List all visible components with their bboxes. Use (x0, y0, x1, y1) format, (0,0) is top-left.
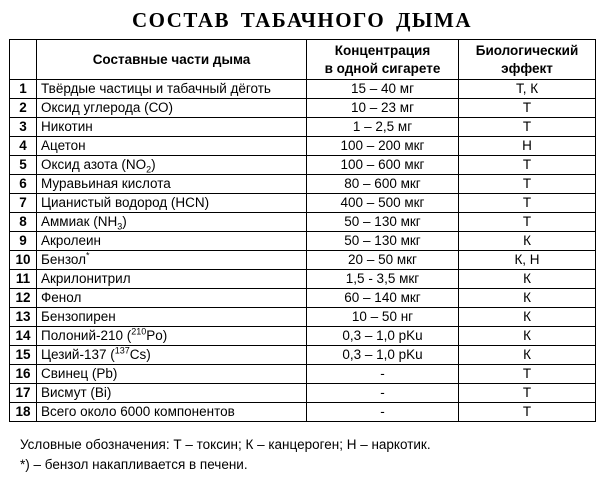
row-number: 11 (10, 270, 37, 289)
component-name (37, 384, 307, 403)
component-name-text: Аммиак (NH (41, 214, 118, 229)
biological-effect-value: Т (459, 175, 596, 194)
concentration-value: 50 – 130 мкг (307, 213, 459, 232)
component-name-text: Никотин (41, 119, 93, 134)
component-name-tail: ) (122, 214, 127, 229)
component-name (37, 365, 307, 384)
row-number: 12 (10, 289, 37, 308)
component-name-text: Оксид углерода (СО) (41, 100, 174, 115)
row-number: 5 (10, 156, 37, 175)
table-row (10, 118, 596, 137)
component-name-text: Полоний-210 ( (41, 328, 132, 343)
component-name-text: Фенол (41, 290, 82, 305)
row-number: 3 (10, 118, 37, 137)
biological-effect-value: К, Н (459, 251, 596, 270)
component-name-text: Оксид азота (NO (41, 157, 147, 172)
component-name-subscript: 3 (117, 221, 123, 232)
row-number: 2 (10, 99, 37, 118)
biological-effect-value: К (459, 289, 596, 308)
component-name (37, 251, 307, 270)
concentration-value: - (307, 403, 459, 422)
table-row (10, 80, 596, 99)
component-name (37, 346, 307, 365)
legend-footnote: *) – бензол накапливается в печени. (20, 457, 248, 472)
biological-effect-value: К (459, 308, 596, 327)
concentration-value: 400 – 500 мкг (307, 194, 459, 213)
table-row (10, 213, 596, 232)
header-concentration (307, 40, 459, 80)
component-name (37, 308, 307, 327)
row-number: 1 (10, 80, 37, 99)
biological-effect-value: Н (459, 137, 596, 156)
row-number: 7 (10, 194, 37, 213)
biological-effect-value: К (459, 346, 596, 365)
header-effect-line2: эффект (501, 60, 553, 76)
component-name-tail: Po) (146, 328, 168, 343)
table-row (10, 365, 596, 384)
page-title: СОСТАВ ТАБАЧНОГО ДЫМА (131, 8, 473, 32)
concentration-value: 80 – 600 мкг (307, 175, 459, 194)
component-name-superscript: 210 (131, 326, 147, 337)
concentration-value: 100 – 600 мкг (307, 156, 459, 175)
biological-effect-value: Т (459, 194, 596, 213)
component-name (37, 175, 307, 194)
header-effect (459, 40, 596, 80)
table-row (10, 156, 596, 175)
row-number: 4 (10, 137, 37, 156)
biological-effect-value: К (459, 327, 596, 346)
component-name (37, 118, 307, 137)
table-row (10, 270, 596, 289)
component-name-text: Всего около 6000 компонентов (41, 404, 235, 419)
legend-abbreviations: Условные обозначения: Т – токсин; К – канцероген; Н – наркотик. (20, 437, 431, 452)
concentration-value: - (307, 384, 459, 403)
component-name (37, 213, 307, 232)
component-name-text: Ацетон (41, 138, 86, 153)
row-number: 15 (10, 346, 37, 365)
component-name (37, 156, 307, 175)
concentration-value: - (307, 365, 459, 384)
concentration-value: 50 – 130 мкг (307, 232, 459, 251)
component-name-text: Цезий-137 ( (41, 347, 115, 362)
biological-effect-value: Т (459, 365, 596, 384)
biological-effect-value: Т (459, 99, 596, 118)
component-name (37, 194, 307, 213)
header-effect-line1: Биологический (475, 42, 579, 58)
header-number (10, 40, 37, 80)
biological-effect-value: Т (459, 156, 596, 175)
component-name-text: Цианистый водород (HCN) (41, 195, 210, 210)
row-number: 16 (10, 365, 37, 384)
concentration-value: 0,3 – 1,0 pKu (307, 346, 459, 365)
row-number: 10 (10, 251, 37, 270)
table-row (10, 137, 596, 156)
component-name-subscript: 2 (146, 164, 152, 175)
concentration-value: 1 – 2,5 мг (307, 118, 459, 137)
concentration-value: 20 – 50 мкг (307, 251, 459, 270)
component-name-text: Бензопирен (41, 309, 116, 324)
component-name-tail: ) (151, 157, 156, 172)
header-component: Составные части дыма (37, 40, 307, 80)
component-name-tail: Cs) (129, 347, 151, 362)
concentration-value: 10 – 50 нг (307, 308, 459, 327)
component-name (37, 289, 307, 308)
component-name-text: Акрилонитрил (41, 271, 131, 286)
table-row (10, 99, 596, 118)
table-row (10, 346, 596, 365)
component-name (37, 327, 307, 346)
component-name-text: Висмут (Bi) (41, 385, 112, 400)
concentration-value: 10 – 23 мг (307, 99, 459, 118)
component-name (37, 80, 307, 99)
component-name-superscript: 137 (114, 345, 130, 356)
biological-effect-value: Т, К (459, 80, 596, 99)
table-row (10, 251, 596, 270)
row-number: 14 (10, 327, 37, 346)
table-header-row (10, 40, 596, 80)
concentration-value: 1,5 - 3,5 мкг (307, 270, 459, 289)
biological-effect-value: К (459, 270, 596, 289)
biological-effect-value: Т (459, 118, 596, 137)
table-row (10, 232, 596, 251)
component-name-text: Муравьиная кислота (41, 176, 171, 191)
concentration-value: 15 – 40 мг (307, 80, 459, 99)
component-name (37, 232, 307, 251)
row-number: 6 (10, 175, 37, 194)
table-row (10, 403, 596, 422)
table-row (10, 327, 596, 346)
component-name (37, 403, 307, 422)
component-name-text: Твёрдые частицы и табачный дёготь (41, 81, 271, 96)
header-concentration-line2: в одной сигарете (324, 60, 441, 76)
table-row (10, 289, 596, 308)
row-number: 13 (10, 308, 37, 327)
table-row (10, 194, 596, 213)
component-name-text: Бензол (41, 252, 86, 267)
row-number: 17 (10, 384, 37, 403)
concentration-value: 0,3 – 1,0 pKu (307, 327, 459, 346)
row-number: 9 (10, 232, 37, 251)
component-name-text: Акролеин (41, 233, 102, 248)
concentration-value: 60 – 140 мкг (307, 289, 459, 308)
component-name (37, 270, 307, 289)
smoke-composition-table (9, 39, 596, 422)
table-row (10, 308, 596, 327)
component-name (37, 137, 307, 156)
component-name-text: Свинец (Pb) (41, 366, 118, 381)
component-name-superscript: * (85, 250, 90, 261)
table-row (10, 175, 596, 194)
row-number: 8 (10, 213, 37, 232)
concentration-value: 100 – 200 мкг (307, 137, 459, 156)
biological-effect-value: Т (459, 384, 596, 403)
biological-effect-value: Т (459, 213, 596, 232)
table-row (10, 384, 596, 403)
row-number: 18 (10, 403, 37, 422)
biological-effect-value: Т (459, 403, 596, 422)
biological-effect-value: К (459, 232, 596, 251)
header-concentration-line1: Концентрация (334, 42, 431, 58)
component-name (37, 99, 307, 118)
